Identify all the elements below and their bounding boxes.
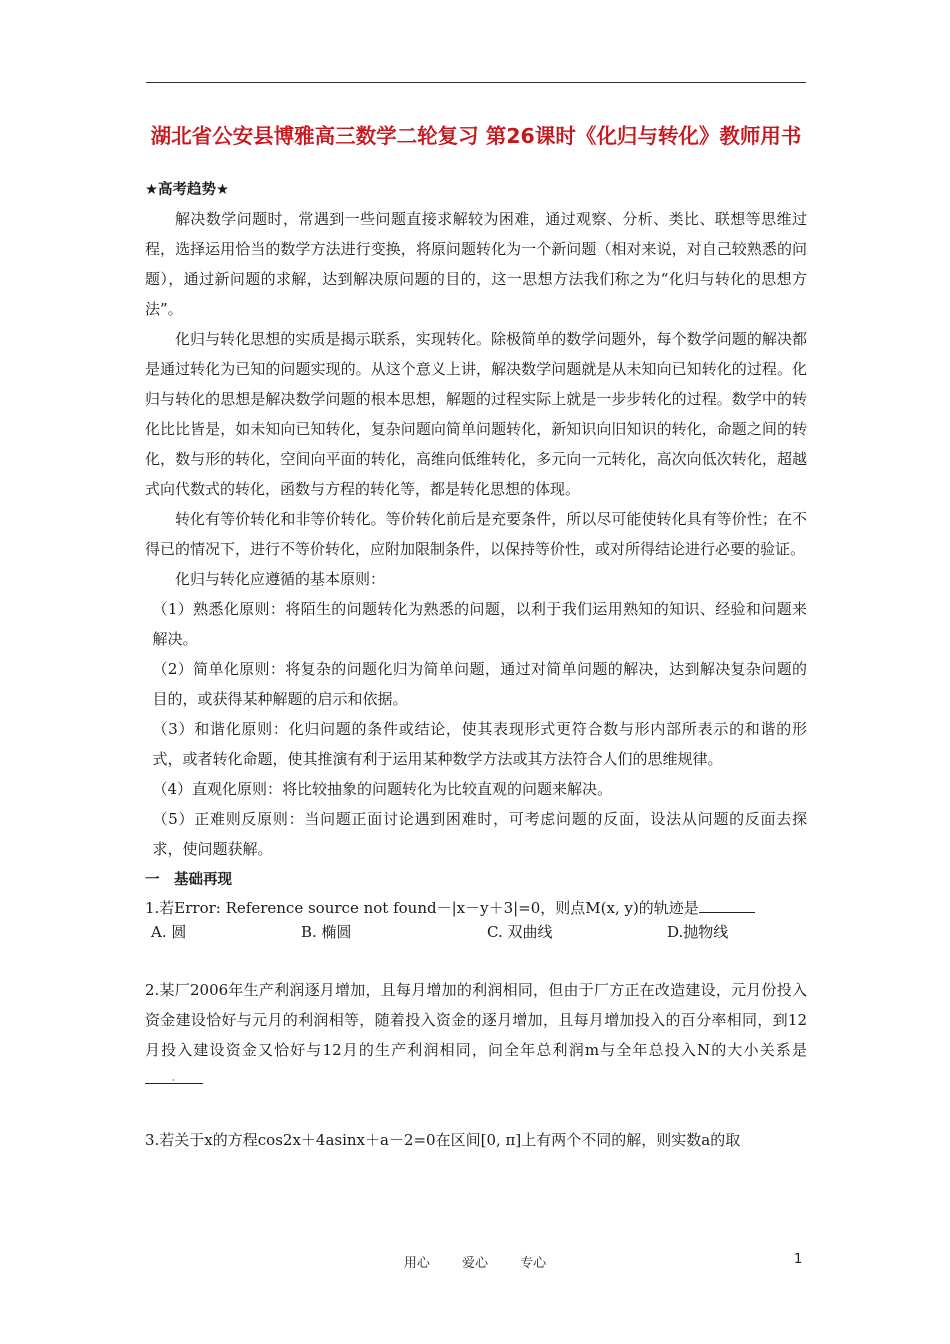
choice-a: A. 圆 bbox=[151, 923, 187, 941]
principle-item: （3）和谐化原则：化归问题的条件或结论，使其表现形式更符合数与形内部所表示的和谐的形式，或者转化命题，使其推演有利于运用某种数学方法或其方法符合人们的思维规律。 bbox=[152, 720, 807, 768]
question-1 bbox=[145, 894, 807, 919]
document-body bbox=[145, 176, 807, 1155]
principle-item: （1）熟悉化原则：将陌生的问题转化为熟悉的问题，以利于我们运用熟知的知识、经验和问题来解决。 bbox=[152, 600, 807, 648]
header-rule bbox=[146, 82, 806, 83]
document-title: 湖北省公安县博雅高三数学二轮复习 第26课时《化归与转化》教师用书 bbox=[150, 124, 802, 148]
principle-item: （5）正难则反原则：当问题正面讨论遇到困难时，可考虑问题的反面，设法从问题的反面去探求，使问题获解。 bbox=[152, 810, 807, 858]
spacer bbox=[145, 945, 807, 975]
footer-word: 用心 bbox=[403, 1256, 430, 1271]
choice-b: B. 椭圆 bbox=[301, 923, 352, 941]
principle-item: （4）直观化原则：将比较抽象的问题转化为比较直观的问题来解决。 bbox=[152, 780, 613, 798]
footer-word: 专心 bbox=[520, 1256, 547, 1271]
question-2-text: 2.某厂2006年生产利润逐月增加，且每月增加的利润相同，但由于厂方正在改造建设，元月份投入资金建设恰好与元月的利润相等，随着投入资金的逐月增加，且每月增加投入的百分率相同，到12月投入建设资金又恰好与12月的生产利润相同，问全年总利润m与全年总投入N的大小关系是 bbox=[145, 981, 807, 1059]
paragraph-principles-intro: 化归与转化应遵循的基本原则： bbox=[175, 570, 386, 588]
principle-item: （2）简单化原则：将复杂的问题化归为简单问题，通过对简单问题的解决，达到解决复杂问题的目的，或获得某种解题的启示和依据。 bbox=[152, 660, 807, 708]
paragraph-equivalence: 转化有等价转化和非等价转化。等价转化前后是充要条件，所以尽可能使转化具有等价性；在不得已的情况下，进行不等价转化，应附加限制条件，以保持等价性，或对所得结论进行必要的验证。 bbox=[145, 510, 807, 558]
spacer bbox=[145, 1095, 807, 1125]
page-number: 1 bbox=[794, 1252, 803, 1267]
paragraph-intro: 解决数学问题时，常遇到一些问题直接求解较为困难，通过观察、分析、类比、联想等思维过程，选择运用恰当的数学方法进行变换，将原问题转化为一个新问题（相对来说，对自己较熟悉的问题），通过新问题的求解，达到解决原问题的目的，这一思想方法我们称之为“化归与转化的思想方法”。 bbox=[145, 210, 807, 318]
question-2 bbox=[145, 975, 807, 1095]
choice-c: C. 双曲线 bbox=[487, 923, 553, 941]
question-1-choices bbox=[145, 919, 807, 945]
section-trend-heading: ★高考趋势★ bbox=[145, 182, 229, 198]
answer-blank-2 bbox=[145, 1065, 203, 1089]
question-1-text: 1.若Error: Reference source not found－|x－y＋3|=0，则点M(x, y)的轨迹是 bbox=[145, 899, 699, 917]
section-basic-heading: 一 基础再现 bbox=[145, 872, 232, 888]
paragraph-essence: 化归与转化思想的实质是揭示联系，实现转化。除极简单的数学问题外，每个数学问题的解决都是通过转化为已知的问题实现的。从这个意义上讲，解决数学问题就是从未知向已知转化的过程。化归与转化的思想是解决数学问题的根本思想，解题的过程实际上就是一步步转化的过程。数学中的转化比比皆是，如未知向已知转化，复杂问题向简单问题转化，新知识向旧知识的转化，命题之间的转化，数与形的转化，空间向平面的转化，高维向低维转化，多元向一元转化，高次向低次转化，超越式向代数式的转化，函数与方程的转化等，都是转化思想的体现。 bbox=[145, 330, 807, 498]
answer-blank-1 bbox=[699, 894, 755, 913]
page-footer bbox=[0, 1252, 950, 1271]
mark-dot-icon: · bbox=[171, 1071, 176, 1089]
choice-d: D.抛物线 bbox=[667, 923, 729, 941]
question-3: 3.若关于x的方程cos2x＋4asinx＋a－2=0在区间[0, π]上有两个不同的解，则实数a的取 bbox=[145, 1131, 741, 1149]
footer-word: 爱心 bbox=[461, 1256, 488, 1271]
